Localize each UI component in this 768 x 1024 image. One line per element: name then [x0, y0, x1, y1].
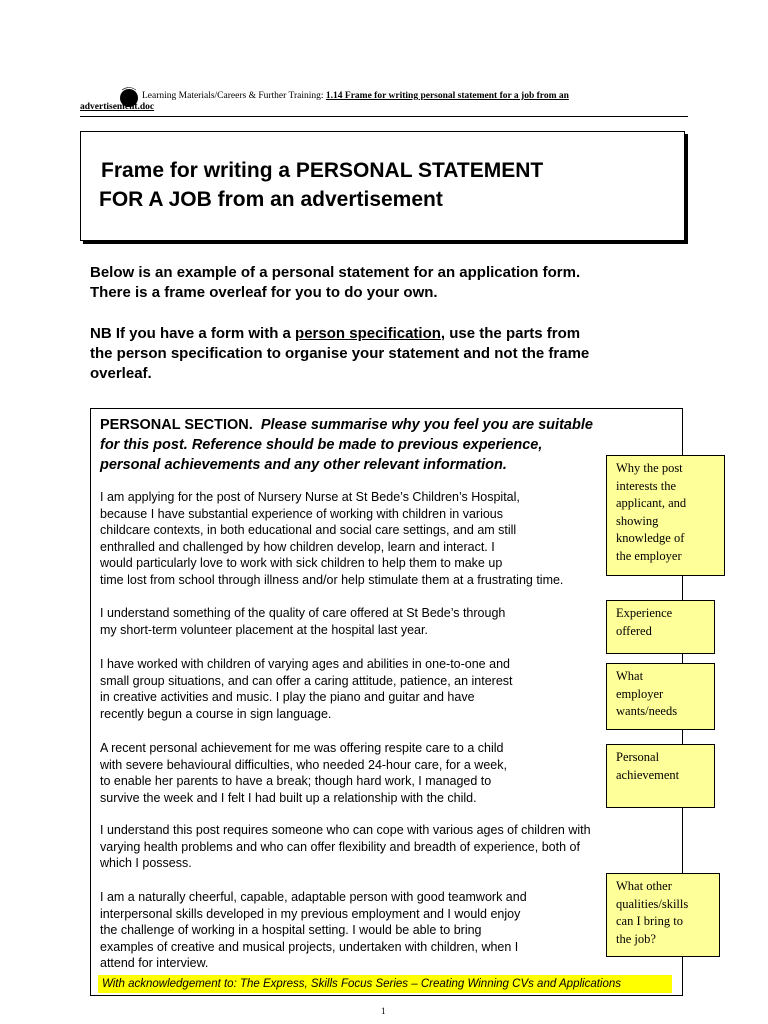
note-line: knowledge of: [616, 531, 685, 545]
person-specification-term: person specification: [295, 325, 441, 342]
note-line: can I bring to: [616, 914, 683, 928]
text-line: I understand this post requires someone who can cope with various ages of children with: [100, 823, 591, 837]
text-line: with severe behavioural difficulties, who needed 24-hour care, for a week,: [100, 757, 507, 772]
note-line: the employer: [616, 548, 682, 563]
text-line: varying health problems and who can offer flexibility and breadth of experience, both of: [100, 839, 580, 854]
statement-paragraph-5: [100, 822, 591, 872]
intro-line: [90, 324, 690, 344]
intro-text: NB If you have a form with a: [90, 325, 296, 342]
note-line: offered: [616, 623, 652, 638]
doc-title: 1.14 Frame for writing personal statement for a job from an: [325, 91, 569, 101]
text-line: childcare contexts, in both educational and social care settings, and am still: [100, 523, 517, 537]
intro-text: , use the parts from: [440, 325, 581, 342]
note-experience-offered: [606, 600, 715, 654]
page-number: 1: [381, 1006, 386, 1016]
intro-paragraph-1: [90, 263, 690, 303]
intro-line: There is a frame overleaf for you to do your own.: [90, 284, 438, 301]
note-line: Experience: [616, 606, 673, 620]
note-line: achievement: [616, 767, 680, 782]
text-line: I have worked with children of varying ages and abilities in one-to-one and: [100, 657, 510, 671]
text-line: which I possess.: [100, 856, 192, 870]
note-line: interests the: [616, 478, 677, 493]
statement-paragraph-3: [100, 656, 513, 722]
text-line: time lost from school through illness and/or help stimulate them at a frustrating time.: [100, 572, 564, 587]
text-line: in creative activities and music. I play the piano and guitar and have: [100, 690, 475, 704]
text-line: would particularly love to work with sick children to help them to make up: [100, 556, 503, 570]
note-line: employer: [616, 686, 664, 701]
section-instruction: Please summarise why you feel you are suitable: [260, 417, 593, 433]
intro-line: the person specification to organise your statement and not the frame: [90, 345, 590, 362]
section-label: PERSONAL SECTION.: [100, 417, 253, 433]
note-line: qualities/skills: [616, 896, 689, 911]
note-line: Why the post: [616, 461, 683, 475]
text-line: the challenge of working in a hospital setting. I would be able to bring: [100, 923, 482, 937]
statement-paragraph-6: [100, 889, 527, 972]
statement-paragraph-2: [100, 605, 505, 638]
statement-paragraph-1: [100, 489, 563, 588]
text-line: I am a naturally cheerful, capable, adaptable person with good teamwork and: [100, 890, 527, 904]
breadcrumb: Learning Materials/Careers & Further Training:: [142, 91, 324, 101]
section-instruction: for this post. Reference should be made to previous experience,: [100, 437, 543, 453]
title-box: [80, 131, 685, 241]
text-line: survive the week and I felt I had built up a relationship with the child.: [100, 790, 477, 805]
note-line: What: [616, 669, 644, 683]
text-line: because I have substantial experience of working with children in various: [100, 506, 504, 521]
text-line: I understand something of the quality of care offered at St Bede’s through: [100, 606, 506, 620]
note-other-qualities: [606, 873, 720, 957]
text-line: interpersonal skills developed in my previous employment and I would enjoy: [100, 906, 521, 921]
text-line: my short-term volunteer placement at the hospital last year.: [100, 622, 428, 637]
acknowledgement: With acknowledgement to: The Express, Skills Focus Series – Creating Winning CVs and Applications: [98, 975, 672, 993]
text-line: attend for interview.: [100, 956, 209, 970]
intro-line: Below is an example of a personal statement for an application form.: [90, 264, 581, 281]
text-line: enthralled and challenged by how children develop, learn and interact. I: [100, 539, 495, 554]
text-line: small group situations, and can offer a caring attitude, patience, an interest: [100, 673, 513, 688]
text-line: to enable her parents to have a break; though hard work, I managed to: [100, 774, 492, 788]
title-line-2: FOR A JOB from an advertisement: [99, 188, 443, 211]
note-line: showing: [616, 513, 659, 528]
intro-paragraph-2: [90, 324, 690, 384]
document-header: [80, 91, 640, 113]
doc-title-cont: advertisement.doc: [80, 102, 155, 112]
intro-line: overleaf.: [90, 365, 152, 382]
note-line: wants/needs: [616, 704, 678, 718]
note-why-post: [606, 455, 725, 576]
section-instruction: personal achievements and any other relevant information.: [100, 457, 507, 473]
note-personal-achievement: [606, 744, 715, 808]
note-employer-needs: [606, 663, 715, 730]
section-heading: [100, 415, 600, 475]
text-line: recently begun a course in sign language.: [100, 706, 332, 721]
note-line: applicant, and: [616, 496, 687, 510]
text-line: examples of creative and musical projects, undertaken with children, when I: [100, 939, 519, 954]
note-line: Personal: [616, 750, 660, 764]
text-line: I am applying for the post of Nursery Nurse at St Bede’s Children’s Hospital,: [100, 490, 520, 504]
text-line: A recent personal achievement for me was offering respite care to a child: [100, 741, 504, 755]
note-line: What other: [616, 879, 672, 893]
header-divider: [80, 116, 688, 117]
statement-paragraph-4: [100, 740, 507, 806]
title-line-1: Frame for writing a PERSONAL STATEMENT: [101, 159, 544, 182]
note-line: the job?: [616, 931, 656, 946]
